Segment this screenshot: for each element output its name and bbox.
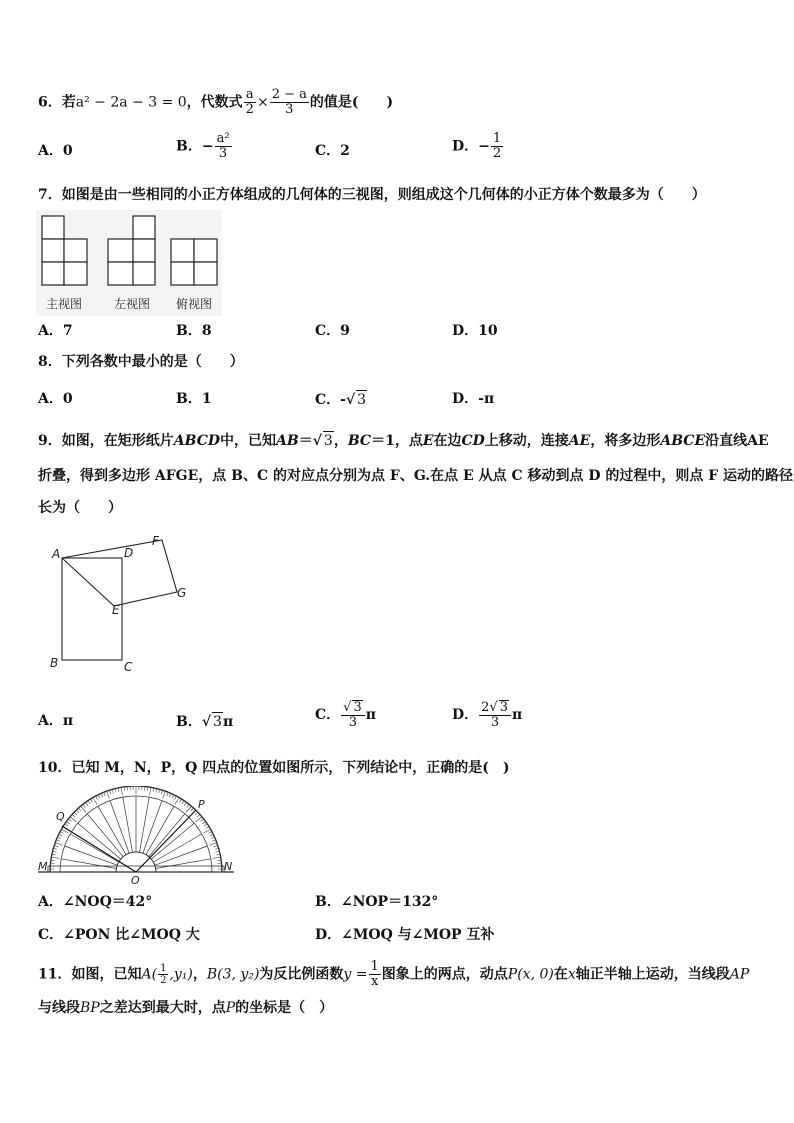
- q6-option-a[interactable]: A．0: [38, 143, 73, 159]
- label-C: C: [124, 660, 133, 674]
- protractor-ray: [110, 801, 129, 854]
- q10-option-d[interactable]: D．∠MOQ 与∠MOP 互补: [315, 927, 495, 943]
- q6-stem: 6．若a² − 2a − 3 = 0，代数式 $\frac{a}{2}$ × $\frac{2 - a}{3}$ 的值是( ): [38, 87, 394, 117]
- protractor-tick: [159, 789, 160, 793]
- protractor-tick: [112, 789, 113, 793]
- protractor-tick: [197, 814, 200, 817]
- protractor-tick: [109, 790, 110, 794]
- q9-stem-line-1: 9．如图，在矩形纸片ABCD中，已知AB＝√ 3，BC＝1，点E在边CD上移动，连接AE，将多边形ABCE沿直线AE: [38, 433, 769, 449]
- protractor-tick: [85, 802, 87, 805]
- segment-ae: [62, 558, 114, 606]
- protractor-tick: [211, 837, 215, 839]
- protractor-tick: [88, 801, 90, 804]
- protractor-tick: [184, 802, 186, 805]
- protractor-tick: [167, 792, 168, 796]
- protractor-tick: [213, 857, 221, 858]
- protractor-tick: [78, 808, 81, 811]
- protractor-tick: [208, 832, 212, 834]
- q6-number: 6．若: [38, 94, 76, 111]
- q6-fraction-1: $\frac{a}{2}$: [245, 87, 254, 117]
- protractor-tick: [118, 788, 119, 792]
- protractor-tick: [52, 854, 56, 855]
- label-D: D: [124, 546, 134, 560]
- q6-fraction-2: $\frac{2 - a}{3}$: [271, 87, 307, 117]
- protractor-tick: [54, 845, 58, 846]
- label-M: M: [38, 860, 48, 873]
- label-P: P: [198, 798, 205, 811]
- protractor-ray: [123, 797, 133, 852]
- protractor-tick: [53, 851, 57, 852]
- protractor-tick: [51, 857, 59, 858]
- q11-stem-line-2: 与线段BP之差达到最大时，点P的坐标是（ ）: [38, 1000, 334, 1016]
- q10-option-a[interactable]: A．∠NOQ＝42°: [38, 894, 153, 910]
- q7-option-d[interactable]: D．10: [452, 323, 498, 339]
- front-view-label: 主视图: [45, 297, 83, 311]
- protractor-ray: [70, 834, 118, 862]
- q7-option-c[interactable]: C．9: [315, 323, 350, 339]
- q7-option-b[interactable]: B．8: [176, 323, 212, 339]
- q6-equation: a² − 2a − 3 = 0: [75, 94, 187, 111]
- q9-stem-line-2: 折叠，得到多边形 AFGE，点 B、C 的对应点分别为点 F、G.在点 E 从点 C 移动到点 D 的过程中，则点 F 运动的路径: [38, 468, 794, 484]
- label-Q: Q: [56, 810, 65, 823]
- protractor-tick: [60, 832, 64, 834]
- protractor-tick: [202, 821, 205, 823]
- protractor-ray: [139, 797, 149, 852]
- protractor-tick: [55, 843, 63, 846]
- protractor-ray: [153, 834, 201, 862]
- protractor-tick: [83, 804, 85, 807]
- protractor-tick: [204, 829, 211, 833]
- protractor-tick: [206, 826, 209, 828]
- protractor-tick: [212, 840, 216, 841]
- protractor-tick: [74, 812, 77, 815]
- protractor-tick: [107, 791, 110, 799]
- q6-option-b[interactable]: B．− $\frac{\text{a²}}{3}$: [176, 131, 230, 161]
- q9-option-d[interactable]: D． $\frac{2√ 3}{3}$ π: [452, 700, 523, 730]
- label-A: A: [52, 547, 61, 561]
- q6-option-c[interactable]: C．2: [315, 143, 350, 159]
- label-O: O: [131, 874, 140, 886]
- protractor-tick: [191, 808, 194, 811]
- protractor-tick: [72, 814, 75, 817]
- protractor-tick: [66, 821, 69, 823]
- protractor-tick: [186, 804, 188, 807]
- protractor-tick: [96, 796, 98, 800]
- protractor-tick: [163, 791, 166, 799]
- protractor-tick: [101, 793, 103, 797]
- q9-option-c[interactable]: C． $\frac{√ 3}{3}$ π: [315, 700, 376, 730]
- label-B: B: [50, 656, 59, 670]
- protractor-tick: [57, 837, 61, 839]
- q7-three-views-figure: [36, 210, 222, 316]
- protractor-tick: [214, 845, 218, 846]
- protractor-tick: [76, 810, 79, 813]
- protractor-ray: [143, 801, 162, 854]
- protractor-tick: [68, 819, 71, 821]
- protractor-tick: [161, 790, 162, 794]
- label-E: E: [112, 603, 120, 617]
- protractor-tick: [216, 851, 220, 852]
- protractor-tick: [182, 801, 184, 804]
- label-G: G: [177, 586, 187, 600]
- protractor-tick: [51, 860, 55, 861]
- protractor-base-strip: [48, 866, 224, 872]
- protractor-tick: [147, 787, 148, 791]
- protractor-tick: [115, 789, 116, 793]
- protractor-tick: [179, 799, 181, 802]
- protractor-tick: [53, 848, 57, 849]
- protractor-ray: [156, 859, 211, 869]
- q11-stem-line-1: 11．如图，已知A( $\frac{1}{2}$ ,y₁)，B(3, y₂)为反比例函数y = $\frac{1}{x}$ 图象上的两点，动点P(x, 0)在x轴正半轴上运动，当线段AP: [38, 959, 750, 989]
- protractor-tick: [59, 834, 63, 836]
- q10-protractor-figure: [36, 786, 236, 886]
- q9-option-b[interactable]: B．√ 3π: [176, 714, 234, 730]
- protractor-tick: [56, 840, 60, 841]
- protractor-ray: [155, 846, 208, 865]
- protractor-tick: [204, 824, 207, 826]
- protractor-tick: [209, 843, 217, 846]
- q10-stem: 10．已知 M，N，P，Q 四点的位置如图所示，下列结论中，正确的是( ): [38, 760, 510, 776]
- q10-option-c[interactable]: C．∠PON 比∠MOQ 大: [38, 927, 200, 943]
- protractor-rays: [61, 796, 211, 869]
- protractor-tick: [175, 798, 179, 805]
- protractor-tick: [124, 787, 125, 791]
- protractor-tick: [150, 787, 151, 795]
- q8-option-a[interactable]: A．0: [38, 391, 73, 407]
- q8-stem: 8．下列各数中最小的是（ ）: [38, 354, 244, 370]
- protractor-tick: [174, 796, 176, 800]
- q10-option-b[interactable]: B．∠NOP＝132°: [315, 894, 439, 910]
- protractor-tick: [65, 824, 68, 826]
- protractor-tick: [169, 793, 171, 797]
- q9-rectangle-fold-figure: [44, 530, 204, 676]
- protractor-tick: [172, 795, 174, 799]
- q9-option-a[interactable]: A．π: [38, 713, 74, 729]
- top-view-label: 俯视图: [175, 297, 213, 311]
- label-F: F: [152, 534, 159, 548]
- protractor-tick: [216, 854, 220, 855]
- protractor-tick: [93, 798, 97, 805]
- protractor-tick: [121, 787, 122, 795]
- side-view-label: 左视图: [113, 297, 151, 311]
- label-N: N: [224, 860, 233, 873]
- protractor-tick: [90, 799, 92, 802]
- top-view: [171, 239, 217, 285]
- protractor-tick: [215, 848, 219, 849]
- q9-stem-line-3: 长为（ ）: [38, 500, 122, 516]
- q7-stem: 7．如图是由一些相同的小正方体组成的几何体的三视图，则组成这个几何体的小正方体个数最多为（ ）: [38, 187, 706, 203]
- protractor-ray: [98, 806, 126, 854]
- protractor-tick: [98, 795, 100, 799]
- protractor-ray: [61, 859, 116, 869]
- q8-option-b[interactable]: B．1: [176, 391, 212, 407]
- protractor-tick: [210, 834, 214, 836]
- protractor-tick: [195, 812, 198, 815]
- q6-option-d[interactable]: D．− $\frac{1}{2}$: [452, 131, 502, 161]
- polygon-afge: [62, 540, 177, 606]
- protractor-tick: [104, 792, 105, 796]
- protractor-tick: [201, 819, 204, 821]
- q8-option-c[interactable]: C．-√ 3: [315, 392, 367, 408]
- q7-option-a[interactable]: A．7: [38, 323, 73, 339]
- protractor-tick: [156, 789, 157, 793]
- protractor-tick: [217, 860, 221, 861]
- protractor-tick: [153, 788, 154, 792]
- q8-option-d[interactable]: D．-π: [452, 391, 495, 407]
